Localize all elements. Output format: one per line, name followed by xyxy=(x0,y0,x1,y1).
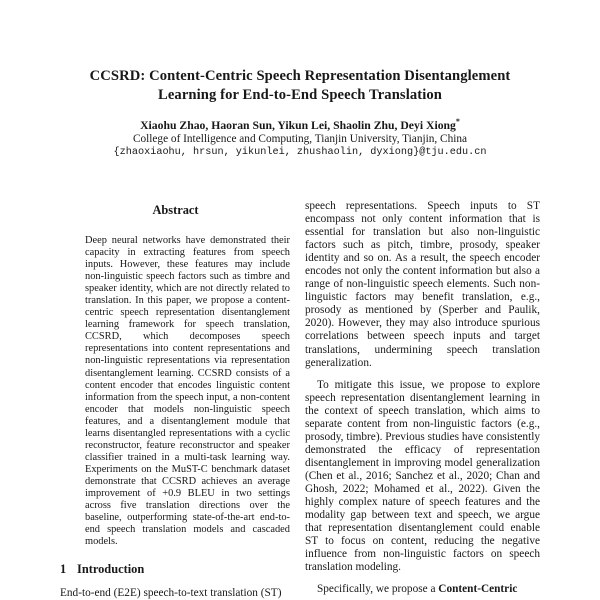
author-names: Xiaohu Zhao, Haoran Sun, Yikun Lei, Shaolin Zhu, Deyi Xiong xyxy=(140,119,456,132)
author-footnote-mark: * xyxy=(455,117,460,127)
authors-line xyxy=(0,119,600,132)
right-column-paragraph-3-emphasis: Content-Centric xyxy=(438,583,518,596)
email-line: {zhaoxiaohu, hrsun, yikunlei, zhushaolin, dyxiong}@tju.edu.cn xyxy=(113,147,487,158)
section-heading-introduction xyxy=(60,562,291,576)
introduction-first-paragraph: End-to-end (E2E) speech-to-text translation (ST) xyxy=(60,587,282,600)
paper-title-line-2: Learning for End-to-End Speech Translation xyxy=(158,86,442,103)
right-column xyxy=(305,200,540,598)
section-title: Introduction xyxy=(77,562,145,577)
left-column xyxy=(60,200,291,600)
paper-title-line-1: CCSRD: Content-Centric Speech Representation Disentanglement xyxy=(89,68,511,84)
abstract-heading: Abstract xyxy=(152,203,199,217)
affiliation-line: College of Intelligence and Computing, Tianjin University, Tianjin, China xyxy=(132,133,468,145)
right-column-paragraph-1: speech representations. Speech inputs to ST encompass not only content information that is essential for translation but also non-linguistic factors such as pitch, timbre, prosody, speaker identity and so on. As a result, the speech encoder encodes not only the content information but also a range of non-linguistic speech elements. Such non-linguistic factors may benefit translation, e.g., prosody as mentioned by (Sperber and Paulik, 2020). However, they may also introduce spurious correlations between speech inputs and target translations, undermining speech translation generalization. xyxy=(305,200,540,369)
right-column-paragraph-2: To mitigate this issue, we propose to explore speech representation disentanglement learning in the context of speech translation, which aims to separate content from non-linguistic factors (e.g., prosody, timbre). Previous studies have consistently demonstrated the efficacy of representation disentanglement in improving model generalization (Chen et al., 2016; Sanchez et al., 2020; Chan and Ghosh, 2022; Mohamed et al., 2022). Given the highly complex nature of speech features and the modality gap between text and speech, we argue that representation disentanglement could enable ST to focus on content, reducing the negative influence from non-linguistic factors on speech translation modeling. xyxy=(305,378,540,574)
section-number: 1 xyxy=(60,562,67,577)
right-column-paragraph-3-text: Specifically, we propose a xyxy=(317,583,439,596)
right-column-paragraph-3 xyxy=(305,583,540,596)
paper-title xyxy=(50,67,550,104)
abstract-text: Deep neural networks have demonstrated their capacity in extracting features from speech inputs. However, these features may include non-linguistic speech factors such as timbre and speaker identity, which are not directly related to translation. In this paper, we propose a content-centric speech representation disentanglement learning framework for speech translation, CCSRD, which decomposes speech representations into content representations and non-linguistic representations via representation disentanglement learning. CCSRD consists of a content encoder that encodes linguistic content information from the speech input, a non-content encoder that models non-linguistic speech features, and a disentanglement module that learns disentangled representations with a cyclic reconstructor, feature reconstructor and speaker classifier trained in a multi-task learning way. Experiments on the MuST-C benchmark dataset demonstrate that CCSRD achieves an average improvement of +0.9 BLEU in two settings across five translation directions over the baseline, outperforming state-of-the-art end-to-end speech translation models and cascaded models. xyxy=(85,235,290,548)
